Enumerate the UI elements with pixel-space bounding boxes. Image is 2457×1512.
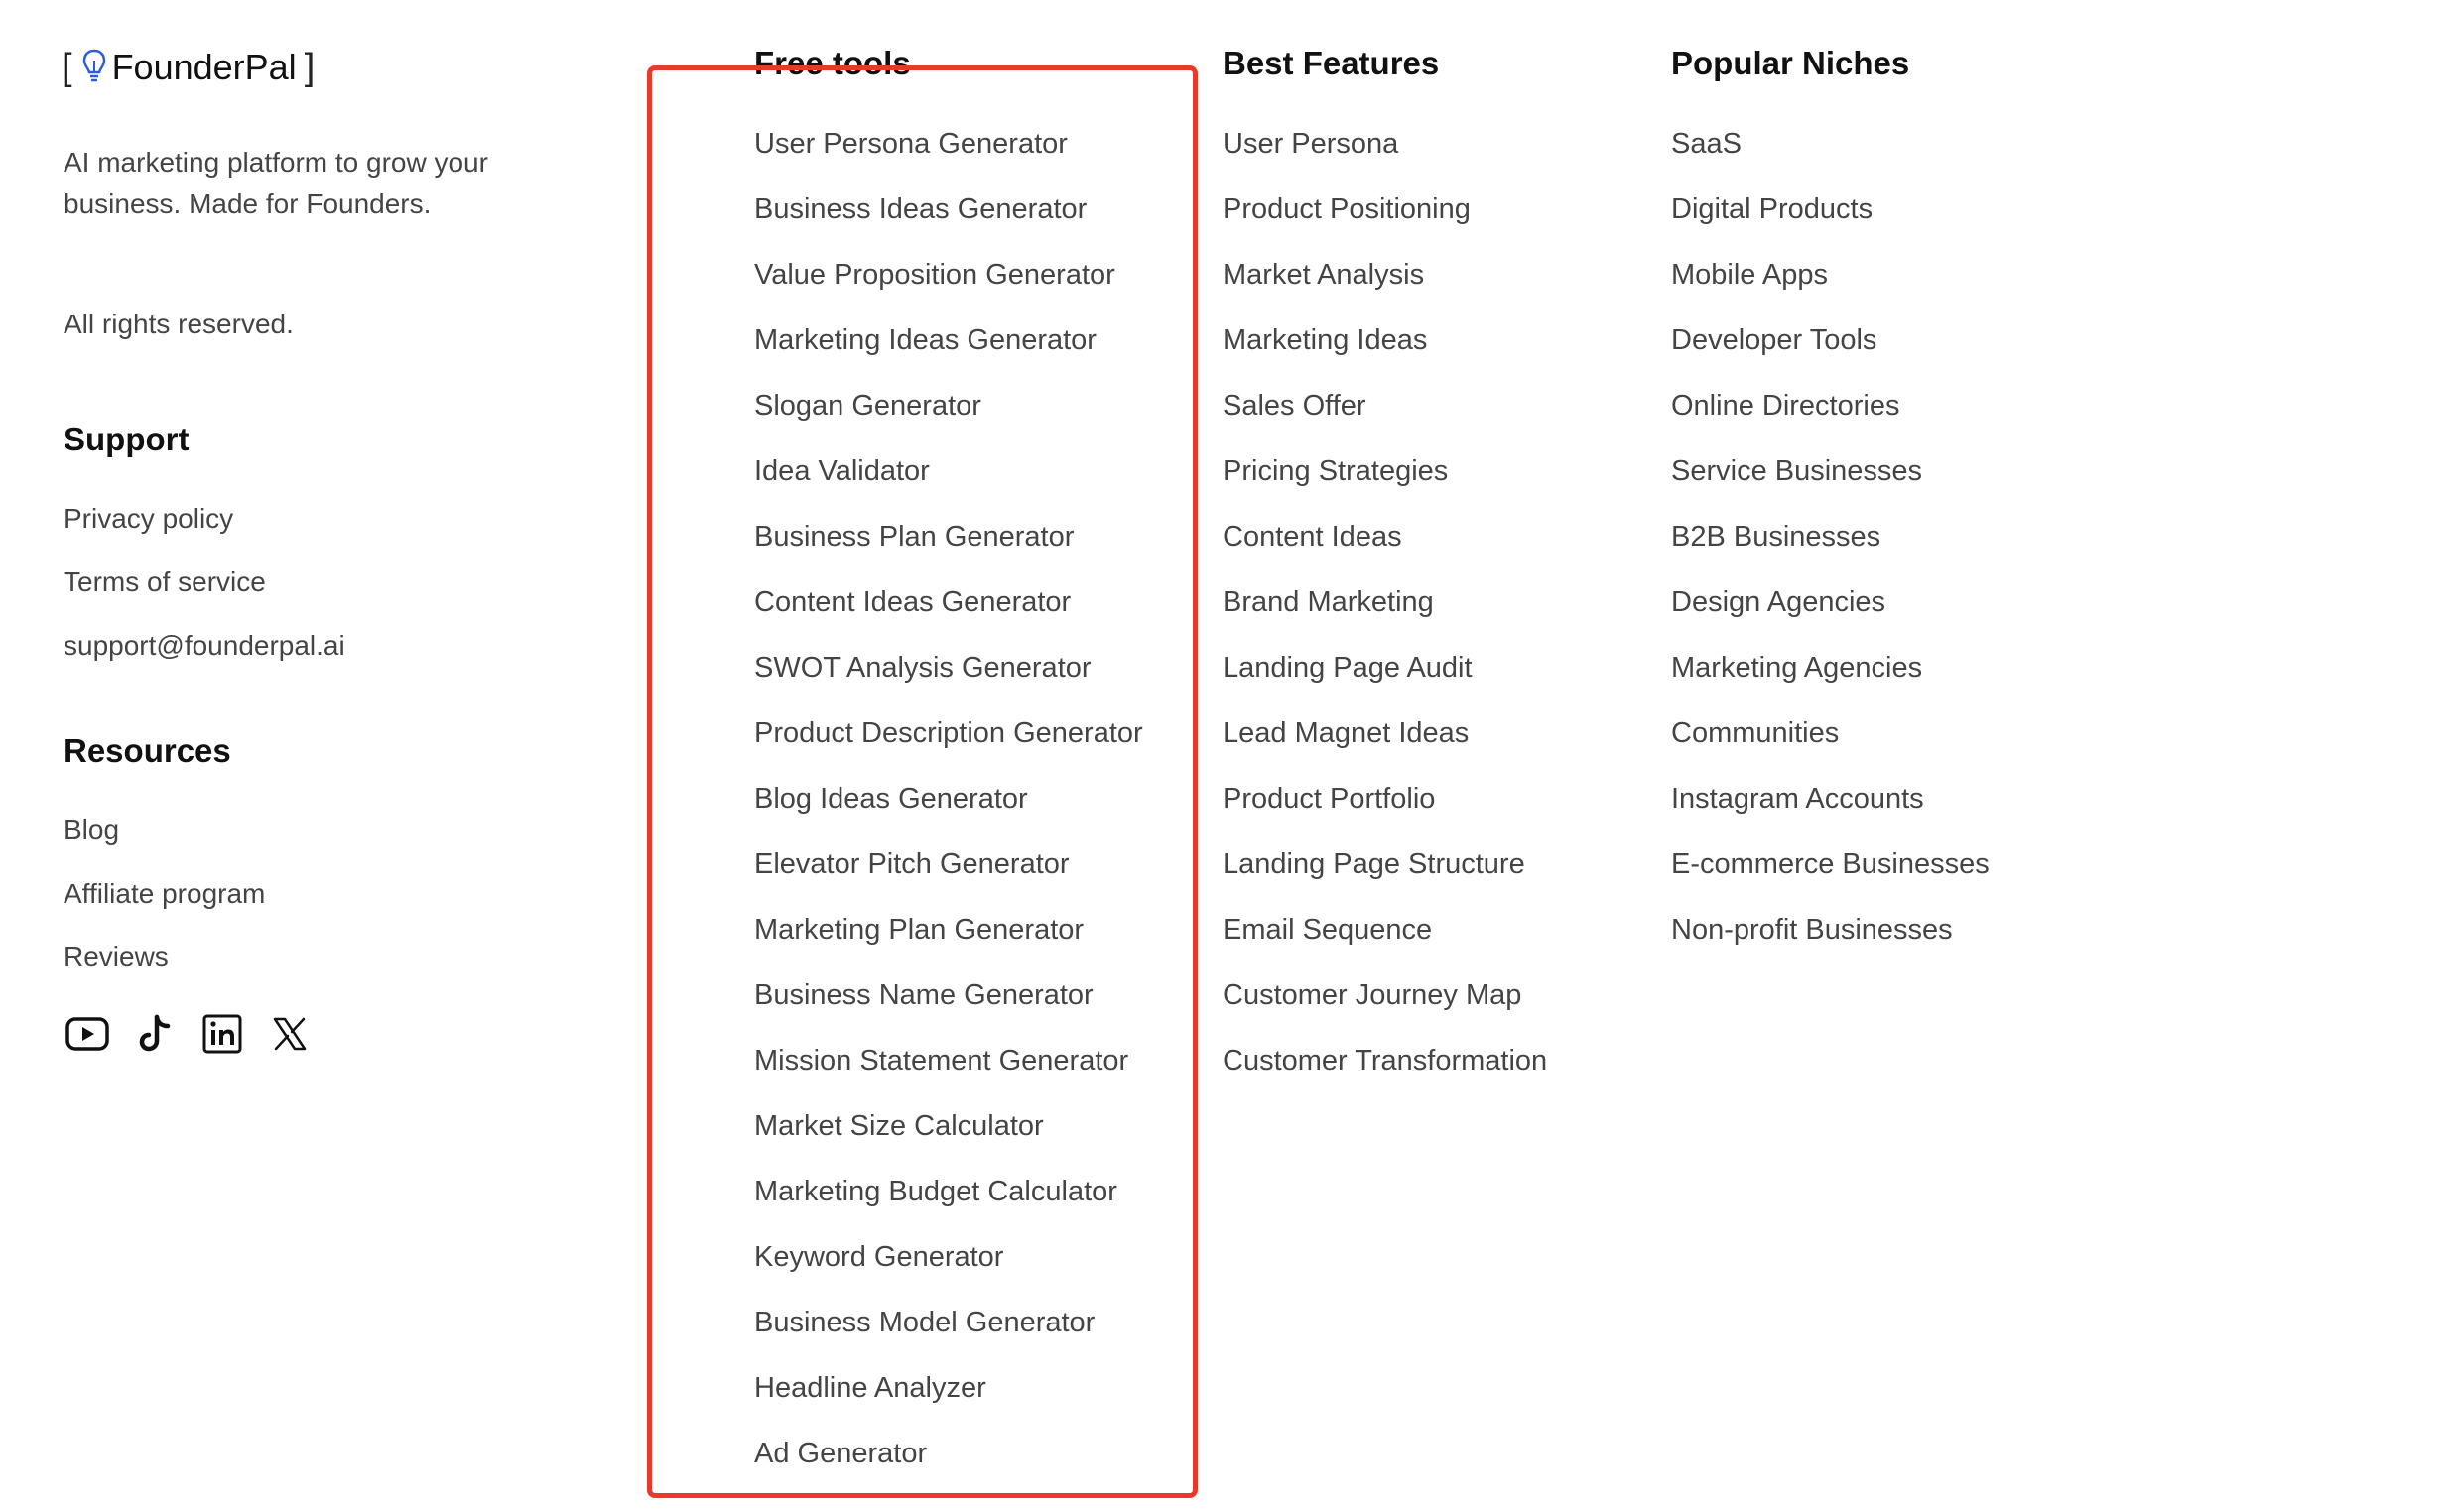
niche-link[interactable]: Communities — [1671, 717, 1840, 749]
niche-link[interactable]: Marketing Agencies — [1671, 652, 1923, 684]
feature-link[interactable]: Product Positioning — [1223, 193, 1471, 225]
best-features-list — [1223, 127, 1619, 1109]
logo-text: FounderPal — [111, 47, 297, 87]
feature-link[interactable]: Landing Page Structure — [1223, 848, 1525, 880]
lightbulb-icon — [82, 48, 106, 87]
free-tool-link[interactable]: Business Ideas Generator — [754, 193, 1088, 225]
feature-link[interactable]: Marketing Ideas — [1223, 324, 1428, 356]
free-tool-link[interactable]: Ad Generator — [754, 1438, 928, 1469]
niche-link[interactable]: Developer Tools — [1671, 324, 1877, 356]
niche-link[interactable]: Mobile Apps — [1671, 259, 1828, 291]
youtube-icon[interactable] — [64, 1010, 111, 1058]
feature-link[interactable]: Product Portfolio — [1223, 783, 1436, 815]
blog-link[interactable]: Blog — [64, 815, 120, 845]
free-tool-link[interactable]: Marketing Budget Calculator — [754, 1176, 1117, 1207]
free-tool-link[interactable]: Business Model Generator — [754, 1307, 1096, 1338]
niche-link[interactable]: Service Businesses — [1671, 455, 1923, 487]
free-tool-link[interactable]: Business Name Generator — [754, 979, 1094, 1011]
feature-link[interactable]: Customer Transformation — [1223, 1045, 1548, 1076]
niche-link[interactable]: B2B Businesses — [1671, 521, 1881, 553]
niche-link[interactable]: SaaS — [1671, 128, 1742, 160]
free-tool-link[interactable]: Idea Validator — [754, 455, 930, 487]
free-tools-list — [754, 127, 1151, 1502]
best-features-heading: Best Features — [1223, 45, 1440, 81]
free-tool-link[interactable]: Blog Ideas Generator — [754, 783, 1028, 815]
linkedin-icon[interactable] — [198, 1010, 246, 1058]
free-tool-link[interactable]: Marketing Plan Generator — [754, 914, 1085, 945]
feature-link[interactable]: Landing Page Audit — [1223, 652, 1473, 684]
tiktok-icon[interactable] — [131, 1010, 179, 1058]
logo-bracket-close: ] — [304, 46, 316, 88]
terms-of-service-link[interactable]: Terms of service — [64, 567, 266, 597]
niche-link[interactable]: Non-profit Businesses — [1671, 914, 1953, 945]
tagline: AI marketing platform to grow your business. Made for Founders. — [64, 147, 488, 219]
free-tool-link[interactable]: SWOT Analysis Generator — [754, 652, 1092, 684]
niche-link[interactable]: Instagram Accounts — [1671, 783, 1924, 815]
free-tool-link[interactable]: Business Plan Generator — [754, 521, 1075, 553]
feature-link[interactable]: Email Sequence — [1223, 914, 1433, 945]
feature-link[interactable]: Market Analysis — [1223, 259, 1425, 291]
free-tool-link[interactable]: Content Ideas Generator — [754, 586, 1072, 618]
feature-link[interactable]: Content Ideas — [1223, 521, 1402, 553]
resources-heading: Resources — [64, 732, 231, 769]
free-tool-link[interactable]: Market Size Calculator — [754, 1110, 1044, 1142]
free-tool-link[interactable]: Slogan Generator — [754, 390, 981, 422]
free-tool-link[interactable]: Product Description Generator — [754, 717, 1143, 749]
niche-link[interactable]: E-commerce Businesses — [1671, 848, 1990, 880]
privacy-policy-link[interactable]: Privacy policy — [64, 503, 234, 534]
support-heading: Support — [64, 421, 190, 457]
support-email-link[interactable]: support@founderpal.ai — [64, 630, 345, 661]
niche-link[interactable]: Digital Products — [1671, 193, 1874, 225]
logo-bracket-open: [ — [62, 46, 72, 88]
niche-link[interactable]: Design Agencies — [1671, 586, 1886, 618]
affiliate-program-link[interactable]: Affiliate program — [64, 878, 266, 909]
resources-list — [64, 814, 265, 1004]
feature-link[interactable]: Pricing Strategies — [1223, 455, 1449, 487]
free-tool-link[interactable]: Marketing Ideas Generator — [754, 324, 1097, 356]
free-tool-link[interactable]: User Persona Generator — [754, 128, 1068, 160]
free-tool-link[interactable]: Elevator Pitch Generator — [754, 848, 1070, 880]
feature-link[interactable]: User Persona — [1223, 128, 1399, 160]
free-tool-link[interactable]: Value Proposition Generator — [754, 259, 1115, 291]
feature-link[interactable]: Sales Offer — [1223, 390, 1366, 422]
feature-link[interactable]: Brand Marketing — [1223, 586, 1434, 618]
free-tool-link[interactable]: Headline Analyzer — [754, 1372, 986, 1404]
support-list — [64, 502, 345, 693]
reviews-link[interactable]: Reviews — [64, 942, 169, 972]
x-icon[interactable] — [266, 1010, 314, 1058]
free-tool-link[interactable]: Keyword Generator — [754, 1241, 1004, 1273]
logo[interactable] — [62, 46, 315, 89]
free-tools-heading: Free tools — [754, 45, 911, 81]
social-links — [64, 1010, 333, 1058]
niche-link[interactable]: Online Directories — [1671, 390, 1900, 422]
popular-niches-list — [1671, 127, 2068, 978]
rights-text: All rights reserved. — [64, 309, 294, 339]
popular-niches-heading: Popular Niches — [1671, 45, 1910, 81]
feature-link[interactable]: Customer Journey Map — [1223, 979, 1522, 1011]
free-tool-link[interactable]: Mission Statement Generator — [754, 1045, 1129, 1076]
feature-link[interactable]: Lead Magnet Ideas — [1223, 717, 1470, 749]
